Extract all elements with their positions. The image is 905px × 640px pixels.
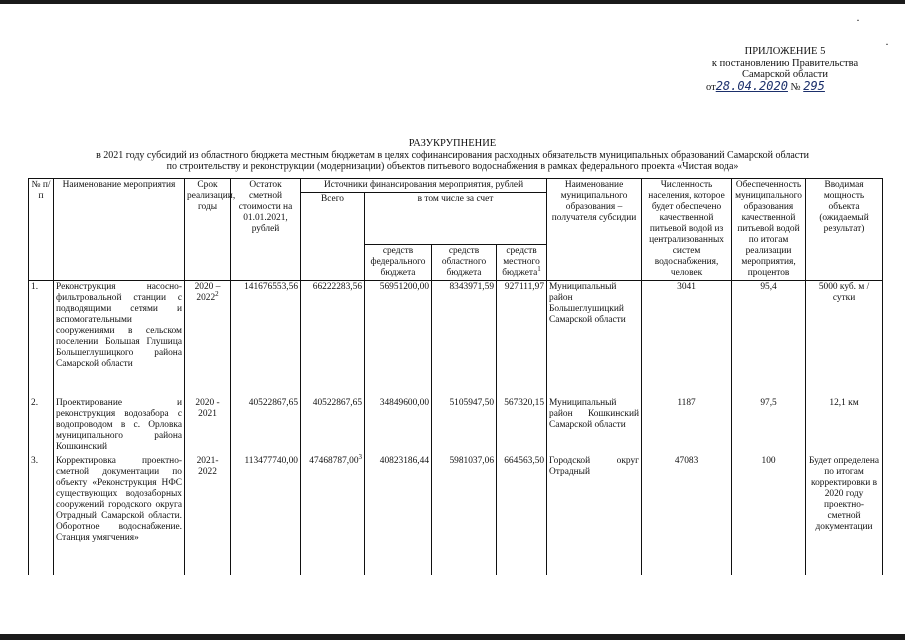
- cell-local: 567320,15: [497, 397, 547, 455]
- scan-mark: ·: [885, 37, 889, 51]
- header-local: [497, 245, 547, 281]
- cell-capacity: 5000 куб. м / сутки: [806, 281, 883, 398]
- handwritten-date: 28.04.2020: [715, 78, 788, 93]
- cell-total: 40522867,65: [301, 397, 365, 455]
- cell-federal: 34849600,00: [365, 397, 432, 455]
- footnote-mark: 3: [358, 452, 362, 461]
- bottom-border: [0, 634, 905, 640]
- header-local-text: средств местного бюджета: [502, 246, 540, 278]
- handwritten-number: 295: [803, 78, 825, 93]
- appendix-date-line: [700, 78, 870, 94]
- cell-recipient: Муниципальный район Большеглушицкий Самарской области: [547, 281, 642, 398]
- header-including: в том числе за счет: [365, 193, 547, 245]
- cell-capacity: 12,1 км: [806, 397, 883, 455]
- document-heading: [0, 138, 905, 173]
- number-prefix: №: [790, 81, 801, 93]
- appendix-title: ПРИЛОЖЕНИЕ 5: [744, 46, 826, 57]
- cell-regional: 5981037,06: [432, 455, 497, 575]
- header-capacity: Вводимая мощность объекта (ожидаемый результат): [806, 179, 883, 281]
- scan-mark: ·: [856, 13, 860, 27]
- cell-name: Проектирование и реконструкция водозабора с водопроводом в с. Орловка муниципального района Кошкинский: [54, 397, 185, 455]
- cell-name: Реконструкция насосно-фильтровальной станции с подводящими сетями и вспомогательными сооружениями в сельском поселении Большая Глушица Большеглушицкого района Самарской области: [54, 281, 185, 398]
- cell-period: 2020 - 2021: [185, 397, 231, 455]
- top-border: [0, 0, 905, 4]
- subsidy-table: [28, 178, 883, 575]
- table-row: [29, 281, 883, 398]
- header-share: Обеспеченность муниципального образования качественной питьевой водой по итогам реализации мероприятия, процентов: [732, 179, 806, 281]
- cell-population: 3041: [642, 281, 732, 398]
- header-federal: средств федерального бюджета: [365, 245, 432, 281]
- document-subtitle: в 2021 году субсидий из областного бюджета местным бюджетам в целях софинансирования расходных обязательств муниципальных образований Самарской области: [96, 149, 809, 161]
- cell-federal: 56951200,00: [365, 281, 432, 398]
- footnote-mark: 1: [537, 264, 541, 273]
- header-period: Срок реализации, годы: [185, 179, 231, 281]
- cell-capacity: Будет определена по итогам корректировки в 2020 году проектно-сметной документации: [806, 455, 883, 575]
- cell-num: 1.: [29, 281, 54, 398]
- cell-recipient: Муниципальный район Кошкинский Самарской области: [547, 397, 642, 455]
- header-total: Всего: [301, 193, 365, 281]
- table-row: [29, 397, 883, 455]
- header-remainder: Остаток сметной стоимости на 01.01.2021, рублей: [231, 179, 301, 281]
- cell-regional: 8343971,59: [432, 281, 497, 398]
- header-population: Численность населения, которое будет обеспечено качественной питьевой водой из централизованных систем водоснабжения, человек: [642, 179, 732, 281]
- cell-period: 2021- 2022: [185, 455, 231, 575]
- cell-federal: 40823186,44: [365, 455, 432, 575]
- cell-population: 47083: [642, 455, 732, 575]
- header-regional: средств областного бюджета: [432, 245, 497, 281]
- appendix-block: [700, 46, 870, 93]
- cell-population: 1187: [642, 397, 732, 455]
- footnote-mark: 2: [215, 289, 219, 298]
- cell-name: Корректировка проектно-сметной документации по объекту «Реконструкция НФС существующих водозаборных сооружений городского округа Отрадный Самарской области. Оборотное водоснабжение. Станция умягчения»: [54, 455, 185, 575]
- header-num: № п/п: [29, 179, 54, 281]
- cell-total: [301, 452, 365, 575]
- cell-local: 927111,97: [497, 281, 547, 398]
- cell-total-text: 47468787,00: [309, 456, 359, 466]
- cell-period: [185, 281, 231, 398]
- cell-remainder: 141676553,56: [231, 281, 301, 398]
- cell-period-text: 2020 – 2022: [194, 282, 221, 303]
- cell-recipient: Городской округ Отрадный: [547, 455, 642, 575]
- cell-num: 2.: [29, 397, 54, 455]
- cell-num: 3.: [29, 455, 54, 575]
- appendix-line: Самарской области: [742, 69, 828, 80]
- cell-regional: 5105947,50: [432, 397, 497, 455]
- cell-share: 97,5: [732, 397, 806, 455]
- date-prefix: от: [706, 81, 716, 93]
- cell-remainder: 113477740,00: [231, 455, 301, 575]
- header-recipient: Наименование муниципального образования – получателя субсидии: [547, 179, 642, 281]
- cell-total: 66222283,56: [301, 281, 365, 398]
- table-row: [29, 455, 883, 575]
- document-subtitle: по строительству и реконструкции (модернизации) объектов питьевого водоснабжения в рамках федерального проекта «Чистая вода»: [166, 161, 739, 172]
- appendix-line: к постановлению Правительства: [711, 57, 859, 69]
- header-sources: Источники финансирования мероприятия, рублей: [301, 179, 547, 193]
- cell-remainder: 40522867,65: [231, 397, 301, 455]
- cell-share: 100: [732, 455, 806, 575]
- document-title: РАЗУКРУПНЕНИЕ: [408, 138, 497, 149]
- header-name: Наименование мероприятия: [54, 179, 185, 281]
- cell-local: 664563,50: [497, 455, 547, 575]
- cell-share: 95,4: [732, 281, 806, 398]
